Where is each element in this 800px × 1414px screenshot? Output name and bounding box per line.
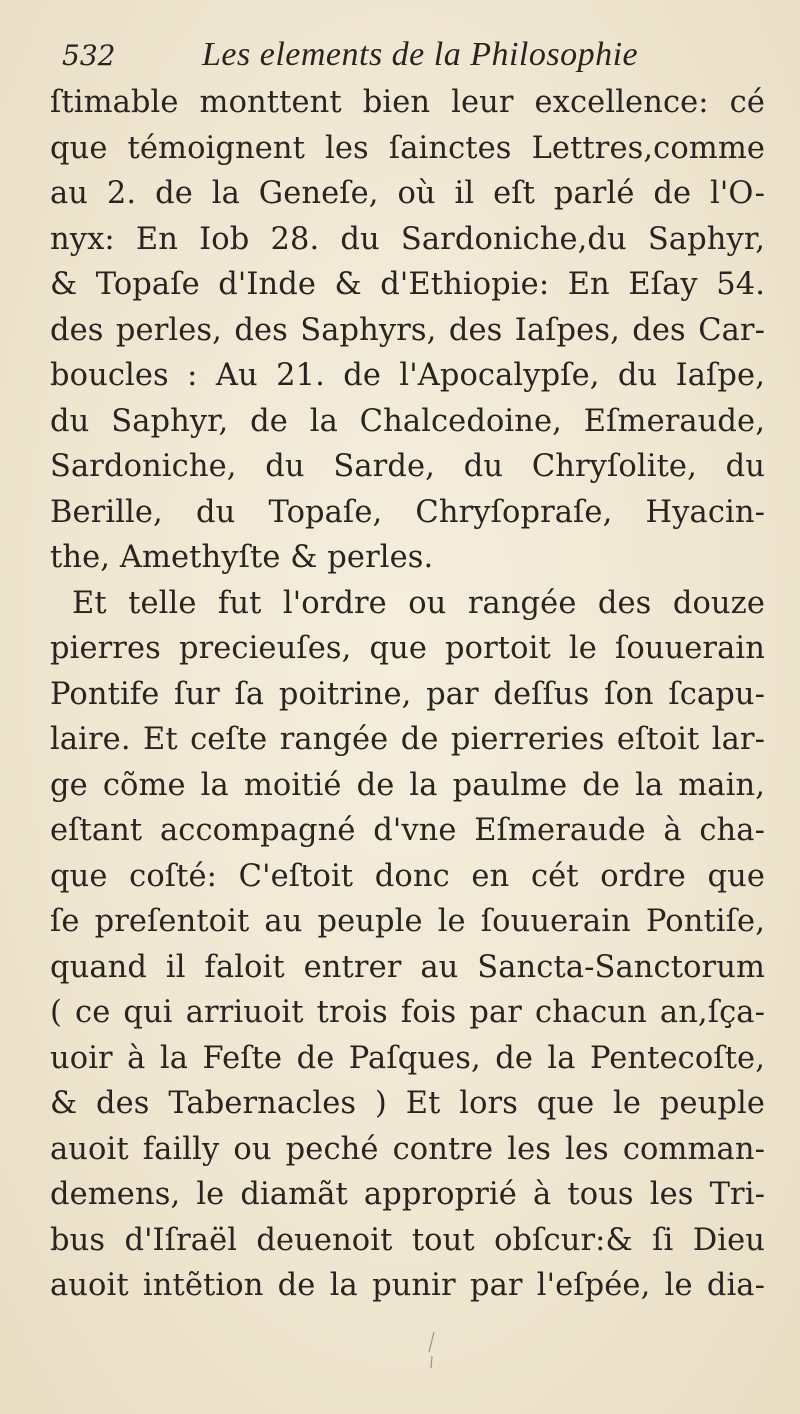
page-number: 532 <box>62 39 116 72</box>
text-line: nyx: En Iob 28. du Sardoniche,du Saphyr, <box>50 221 765 257</box>
text-line: ( ce qui arriuoit trois fois par chacun an,ſça- <box>50 995 765 1030</box>
text-line: ſe preſentoit au peuple le ſouuerain Pontiſe, <box>50 904 765 939</box>
paper-mark <box>420 1330 444 1376</box>
text-line: pierres precieuſes, que portoit le ſouuerain <box>50 631 765 666</box>
text-line: & Topaſe d'Inde & d'Ethiopie: En Eſay 54. <box>50 267 765 302</box>
text-line: du Saphyr, de la Chalcedoine, Eſmeraude, <box>50 403 765 439</box>
text-line: quand il faloit entrer au Sancta-Sanctorum <box>50 949 765 985</box>
text-line: ſtimable monttent bien leur excellence: cé <box>50 85 765 120</box>
text-line: ge cõme la moitié de la paulme de la main, <box>50 767 765 803</box>
text-line: laire. Et ceſte rangée de pierreries eſtoit lar- <box>50 722 765 757</box>
text-line: auoit intẽtion de la punir par l'eſpée, le dia- <box>50 1268 765 1303</box>
text-line: Et telle fut l'ordre ou rangée des douze <box>72 585 765 621</box>
text-line: uoir à la Feſte de Paſques, de la Pentecoſte, <box>50 1040 765 1076</box>
text-line: Pontife ſur ſa poitrine, par deſſus ſon ſcapu- <box>50 676 765 712</box>
running-title: Les elements de la Philosophie <box>202 36 639 73</box>
page-header <box>62 36 740 86</box>
text-line: eſtant accompagné d'vne Eſmeraude à cha- <box>50 813 765 848</box>
text-line: the, Amethyſte & perles. <box>50 540 434 575</box>
text-line: au 2. de la Geneſe, où il eſt parlé de l'O- <box>50 176 765 211</box>
ink-mark-icon <box>420 1330 444 1370</box>
text-line: boucles : Au 21. de l'Apocalypſe, du Iaſpe, <box>50 358 765 393</box>
text-line: que témoignent les ſainctes Lettres,comme <box>50 130 765 166</box>
text-line: des perles, des Saphyrs, des Iaſpes, des Car- <box>50 312 765 348</box>
text-line: que coſté: C'eſtoit donc en cét ordre que <box>50 858 765 894</box>
text-line: Sardoniche, du Sarde, du Chryſolite, du <box>50 449 765 484</box>
text-line: bus d'Iſraël deuenoit tout obſcur:& ſi Dieu <box>50 1222 765 1258</box>
text-line: auoit failly ou peché contre les les comman- <box>50 1131 765 1167</box>
text-line: & des Tabernacles ) Et lors que le peuple <box>50 1086 765 1121</box>
text-line: Berille, du Topaſe, Chryſopraſe, Hyacin- <box>50 494 765 530</box>
text-line: demens, le diamãt approprié à tous les Tri- <box>50 1177 765 1212</box>
body-text <box>50 80 765 1309</box>
